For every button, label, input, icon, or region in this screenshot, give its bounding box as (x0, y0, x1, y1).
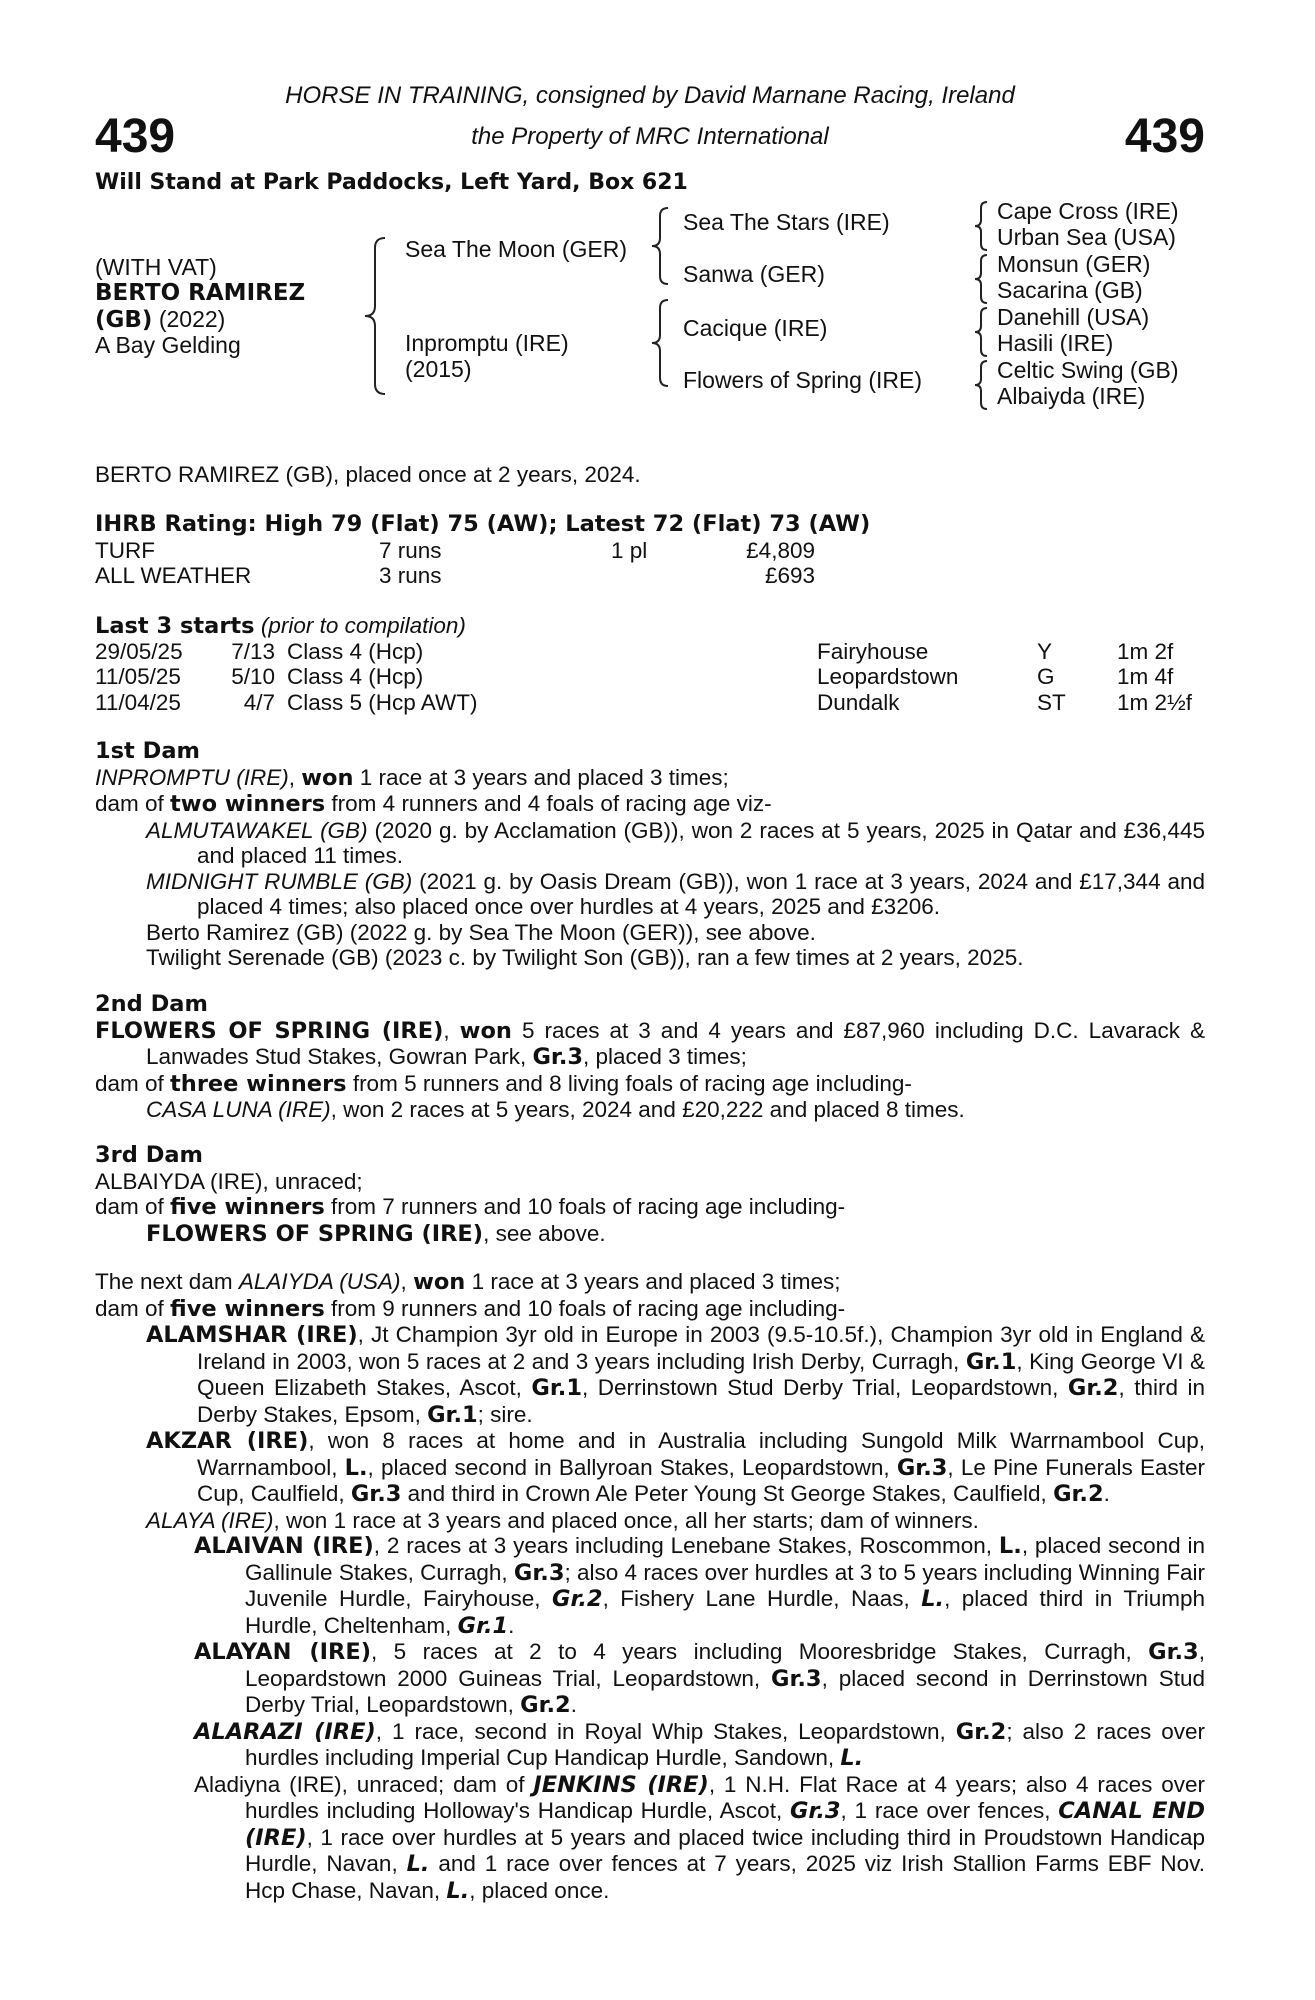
produce-text: , 5 races at 2 to 4 years including Mooresbridge Stakes, Curragh, (371, 1639, 1149, 1664)
foals-text: from 7 runners and 10 foals of racing age including- (324, 1194, 846, 1219)
group-grade: Gr.3 (771, 1665, 822, 1692)
group-grade: Gr.2 (955, 1718, 1007, 1745)
horse-year: (2022) (158, 306, 226, 332)
listed-grade: L. (921, 1586, 945, 1612)
dam-name: ALAIYDA (USA) (238, 1269, 401, 1294)
produce-text: , 2 races at 3 years including Lenebane Stakes, Roscommon, (373, 1533, 999, 1558)
listed-grade: L. (344, 1454, 368, 1481)
first-dam-section: 1st Dam INPROMPTU (IRE), won 1 race at 3 years and placed 3 times; dam of two winners from 4 runners and 4 foals of racing age viz- ALMUTAWAKEL (GB) (2020 g. by Acclamation (GB)), won 2 races at 5 years, 2025 in Qatar and £36,445 and placed 11 times. MIDNIGHT RUMBLE (GB) (2021 g. by Oasis Dream (GB)), won 1 race at 3 years, 2024 and £17,344 and placed 4 times; also placed once over hurdles at 4 years, 2025 and £3206. Berto Ramirez (GB) (2022 g. by Sea The Moon (GER)), see above. Twilight Serenade (GB) (2023 c. by Twilight Son (GB)), ran a few times at 2 years, 2025. (95, 738, 1205, 970)
group-grade: Gr.3 (513, 1559, 565, 1586)
gg-2: Urban Sea (USA) (997, 224, 1176, 250)
pedigree-table (95, 196, 1205, 416)
produce-text: ; sire. (477, 1401, 533, 1427)
gg-3: Monsun (GER) (997, 251, 1151, 277)
start-position: 7/13 (231, 638, 275, 664)
produce-text: , placed second in Derrinstown Stud Derby Trial, Leopardstown, (245, 1665, 1205, 1717)
produce-item (95, 1097, 1205, 1123)
third-dam-section (95, 1143, 1205, 1247)
pedigree-brace-main (363, 236, 393, 396)
horse-description: A Bay Gelding (95, 332, 241, 358)
group-grade: Gr.2 (552, 1586, 603, 1612)
grand-produce-item (95, 1639, 1205, 1719)
surface: TURF (95, 537, 155, 563)
produce-item (95, 869, 1205, 920)
produce-name: ALAIVAN (IRE) (194, 1533, 374, 1559)
produce-text: , 1 race over fences, (840, 1798, 1059, 1823)
produce-text: , won 8 races at home and in Australia including Sungold Milk Warrnambool Cup, Warrnambool, (197, 1428, 1205, 1480)
winners-count: three winners (170, 1070, 347, 1097)
gg-6: Hasili (IRE) (997, 330, 1114, 356)
produce-text: , placed second in Ballyroan Stakes, Leopardstown, (367, 1454, 897, 1480)
lot-number-left: 439 (95, 110, 176, 163)
second-dam-heading: 2nd Dam (95, 991, 208, 1017)
second-dam-record: FLOWERS OF SPRING (IRE), won 5 races at 3 and 4 years and £87,960 including D.C. Lavarack & Lanwades Stud Stakes, Gowran Park, Gr.3, placed 3 times; (95, 1017, 1206, 1070)
winners-count: five winners (170, 1295, 325, 1322)
won-word: won (301, 764, 354, 791)
start-course: Dundalk (817, 689, 900, 715)
gg-1: Cape Cross (IRE) (997, 198, 1179, 224)
produce-text: , 1 N.H. Flat Race at 4 years; also 4 races over hurdles including Holloway's Handicap Hurdle, Ascot, (245, 1771, 1206, 1823)
produce-text: , Leopardstown 2000 Guineas Trial, Leopardstown, (245, 1639, 1205, 1691)
produce-text: , won 1 race at 3 years and placed once, all her starts; dam of winners. (273, 1507, 979, 1533)
turf-row (95, 538, 1205, 564)
start-distance: 1m 2f (1117, 638, 1174, 664)
produce-name: MIDNIGHT RUMBLE (GB) (146, 868, 413, 894)
produce-text: , Fishery Lane Hurdle, Naas, (602, 1586, 922, 1611)
rating-section (95, 512, 1205, 589)
group-grade: Gr.1 (457, 1612, 509, 1639)
dam-dam: Flowers of Spring (IRE) (683, 367, 923, 393)
won-word: won (459, 1017, 512, 1044)
produce-item (95, 1508, 1205, 1534)
start-row (95, 664, 1205, 690)
produce-text: , placed once. (469, 1877, 610, 1903)
dam-record: 1 race at 3 years and placed 3 times; (465, 1269, 841, 1294)
won-word: won (413, 1269, 466, 1295)
start-date: 11/04/25 (95, 689, 181, 715)
grand-produce-item (95, 1719, 1205, 1772)
listed-grade: L. (840, 1745, 864, 1771)
dam-record: 1 race at 3 years and placed 3 times; (353, 764, 729, 790)
group-grade: Gr.2 (520, 1692, 571, 1718)
produce-name: ALARAZI (IRE) (194, 1718, 376, 1745)
produce-text: ; also 4 races over hurdles at 3 to 5 years including Winning Fair Juvenile Hurdle, Fairyhouse, (245, 1559, 1205, 1611)
next-dam-section (95, 1269, 1205, 1904)
group-grade: Gr.3 (896, 1454, 948, 1481)
dam-name: INPROMPTU (IRE) (95, 764, 289, 790)
gg-4: Sacarina (GB) (997, 277, 1143, 303)
start-position: 4/7 (243, 689, 275, 715)
group-grade: Gr.1 (531, 1375, 582, 1401)
produce-name: AKZAR (IRE) (146, 1428, 309, 1454)
runs: 7 runs (379, 537, 442, 563)
start-distance: 1m 2½f (1117, 689, 1193, 715)
pedigree-brace-g1 (973, 200, 993, 252)
dam: Inpromptu (IRE) (405, 330, 569, 356)
last-starts-section (95, 613, 1205, 715)
produce-item (95, 1428, 1205, 1508)
consignor-line: HORSE IN TRAINING, consigned by David Marnane Racing, Ireland (285, 82, 1015, 109)
produce-text: , 1 race, second in Royal Whip Stakes, Leopardstown, (375, 1718, 956, 1744)
start-going: G (1037, 664, 1055, 689)
runs: 3 runs (379, 563, 442, 588)
gg-7: Celtic Swing (GB) (997, 357, 1179, 383)
dam-record-end: , placed 3 times; (583, 1044, 747, 1069)
group-grade: Gr.1 (427, 1401, 478, 1428)
produce-name: FLOWERS OF SPRING (IRE) (146, 1220, 484, 1247)
ihrb-rating: IHRB Rating: High 79 (Flat) 75 (AW); Latest 72 (Flat) 73 (AW) (95, 511, 871, 537)
pedigree-brace-g3 (973, 306, 993, 358)
start-class: Class 4 (Hcp) (287, 638, 424, 664)
pedigree-brace-g4 (973, 359, 993, 411)
next-dam-intro: The next dam (95, 1269, 239, 1294)
produce-text: and 1 race over fences at 7 years, 2025 viz Irish Stallion Farms EBF Nov. Hcp Chase, Navan, (245, 1851, 1205, 1903)
produce-text: Aladiyna (IRE), unraced; dam of (194, 1771, 534, 1797)
produce-text: . (570, 1692, 577, 1717)
lot-number-right: 439 (1124, 110, 1205, 163)
group-grade: Gr.1 (965, 1348, 1017, 1375)
foals-text: from 5 runners and 8 living foals of racing age including- (346, 1070, 912, 1096)
prize: £693 (764, 563, 815, 588)
prize: £4,809 (746, 537, 815, 563)
group-grade: Gr.3 (1148, 1639, 1199, 1665)
sire: Sea The Moon (GER) (405, 236, 628, 262)
start-row (95, 639, 1205, 665)
placed: 1 pl (611, 537, 648, 563)
produce-text: , placed third in Triumph Hurdle, Cheltenham, (245, 1586, 1206, 1638)
produce-item: Berto Ramirez (GB) (2022 g. by Sea The Moon (GER)), see above. (146, 919, 816, 945)
dam-of-text: dam of (95, 1295, 171, 1321)
foals-text: from 9 runners and 10 foals of racing age including- (324, 1295, 846, 1321)
produce-record: , won 2 races at 5 years, 2024 and £20,222 and placed 8 times. (330, 1097, 965, 1122)
second-dam-section (95, 992, 1205, 1123)
sire-dam: Sanwa (GER) (683, 261, 825, 287)
horse-country: (GB) (95, 307, 153, 333)
produce-item (95, 818, 1205, 869)
produce-name: CASA LUNA (IRE) (146, 1097, 331, 1122)
produce-item (95, 1221, 1205, 1248)
winners-count: five winners (170, 1194, 325, 1220)
first-dam-heading: 1st Dam (95, 738, 200, 764)
start-class: Class 4 (Hcp) (287, 664, 424, 689)
grand-produce-item (95, 1533, 1205, 1639)
produce-text: , Jt Champion 3yr old in Europe in 2003 (9.5-10.5f.), Champion 3yr old in England & Ireland in 2003, won 5 races at 2 and 3 years including Irish Derby, Curragh, (197, 1322, 1205, 1374)
produce-text: , third in Derby Stakes, Epsom, (197, 1375, 1205, 1427)
produce-name: ALAYA (IRE) (146, 1507, 274, 1533)
pedigree-brace-sire (650, 206, 674, 286)
dam-year: (2015) (405, 356, 472, 382)
group-grade: Gr.3 (532, 1044, 584, 1070)
separator: , (400, 1269, 414, 1294)
winners-count: two winners (170, 791, 326, 817)
last-starts-heading (95, 613, 1205, 639)
horse-origin (95, 307, 225, 334)
dam-sire: Cacique (IRE) (683, 315, 828, 341)
pedigree-brace-g2 (973, 253, 993, 305)
produce-record: , see above. (483, 1220, 606, 1246)
produce-item (95, 1322, 1205, 1428)
group-grade: Gr.2 (1067, 1375, 1119, 1401)
start-date: 11/05/25 (95, 664, 181, 689)
produce-record: (2020 g. by Acclamation (GB)), won 2 races at 5 years, 2025 in Qatar and £36,445 and placed 11 times. (197, 817, 1205, 868)
grand-produce-item (95, 1772, 1205, 1905)
start-going: Y (1037, 638, 1053, 664)
group-grade: Gr.2 (1053, 1481, 1104, 1507)
produce-text: , Le Pine Funerals Easter Cup, Caulfield, (197, 1454, 1205, 1506)
foals-text: from 4 runners and 4 foals of racing age viz- (325, 791, 772, 816)
last-starts-title: Last 3 starts (95, 613, 255, 639)
race-summary: BERTO RAMIREZ (GB), placed once at 2 years, 2024. (95, 462, 641, 487)
produce-text: , 1 race over hurdles at 5 years and placed twice including third in Proudstown Handicap Hurdle, Navan, (245, 1824, 1205, 1876)
produce-name: ALAMSHAR (IRE) (146, 1322, 358, 1348)
group-grade: Gr.3 (789, 1798, 841, 1824)
dam-record: 5 races at 3 and 4 years and £87,960 including D.C. Lavarack & Lanwades Stud Stakes, Gowran Park, (146, 1017, 1206, 1069)
vat-note: (WITH VAT) (95, 254, 217, 280)
property-line: the Property of MRC International (471, 123, 829, 150)
produce-text: , placed second in Gallinule Stakes, Curragh, (245, 1533, 1206, 1585)
produce-text: , Derrinstown Stud Derby Trial, Leopardstown, (581, 1375, 1068, 1400)
produce-name: CANAL END (IRE) (245, 1798, 1206, 1851)
produce-text: . (1103, 1481, 1110, 1506)
produce-item: Twilight Serenade (GB) (2023 c. by Twilight Son (GB)), ran a few times at 2 years, 2025. (146, 945, 1024, 970)
produce-text: ; also 2 races over hurdles including Imperial Cup Handicap Hurdle, Sandown, (245, 1718, 1205, 1770)
start-course: Fairyhouse (817, 638, 929, 664)
produce-text: , King George VI & Queen Elizabeth Stakes, Ascot, (197, 1348, 1205, 1400)
group-grade: Gr.3 (350, 1481, 402, 1507)
start-course: Leopardstown (817, 664, 959, 689)
start-date: 29/05/25 (95, 638, 183, 664)
last-starts-note: (prior to compilation) (260, 613, 466, 638)
start-going: ST (1037, 689, 1066, 715)
produce-name: ALMUTAWAKEL (GB) (146, 817, 368, 843)
all-weather-row (95, 563, 1205, 589)
gg-8: Albaiyda (IRE) (997, 383, 1146, 409)
listed-grade: L. (998, 1533, 1022, 1559)
listed-grade: L. (446, 1877, 470, 1904)
dam-name: FLOWERS OF SPRING (IRE) (95, 1017, 444, 1044)
produce-text: and third in Crown Ale Peter Young St George Stakes, Caulfield, (401, 1481, 1054, 1506)
produce-record: (2021 g. by Oasis Dream (GB)), won 1 race at 3 years, 2024 and £17,344 and placed 4 times; also placed once over hurdles at 4 years, 2025 and £3206. (197, 868, 1205, 919)
produce-name: ALAYAN (IRE) (194, 1639, 372, 1665)
listed-grade: L. (406, 1851, 430, 1877)
dam-of-text: dam of (95, 791, 171, 816)
catalogue-page (95, 0, 1205, 2000)
pedigree-brace-dam (650, 298, 674, 388)
horse-name: BERTO RAMIREZ (95, 280, 306, 306)
start-row (95, 690, 1205, 716)
produce-text: . (508, 1612, 515, 1638)
start-distance: 1m 4f (1117, 664, 1174, 689)
dam-of-text: dam of (95, 1070, 171, 1096)
start-class: Class 5 (Hcp AWT) (287, 689, 478, 715)
sire-sire: Sea The Stars (IRE) (683, 209, 890, 235)
produce-name: JENKINS (IRE) (533, 1771, 709, 1798)
gg-5: Danehill (USA) (997, 304, 1150, 330)
stand-location: Will Stand at Park Paddocks, Left Yard, Box 621 (95, 170, 688, 195)
third-dam-heading: 3rd Dam (95, 1142, 203, 1168)
dam-of-text: dam of (95, 1194, 171, 1219)
start-position: 5/10 (231, 664, 275, 689)
surface: ALL WEATHER (95, 563, 252, 588)
third-dam-record: ALBAIYDA (IRE), unraced; (95, 1168, 363, 1194)
